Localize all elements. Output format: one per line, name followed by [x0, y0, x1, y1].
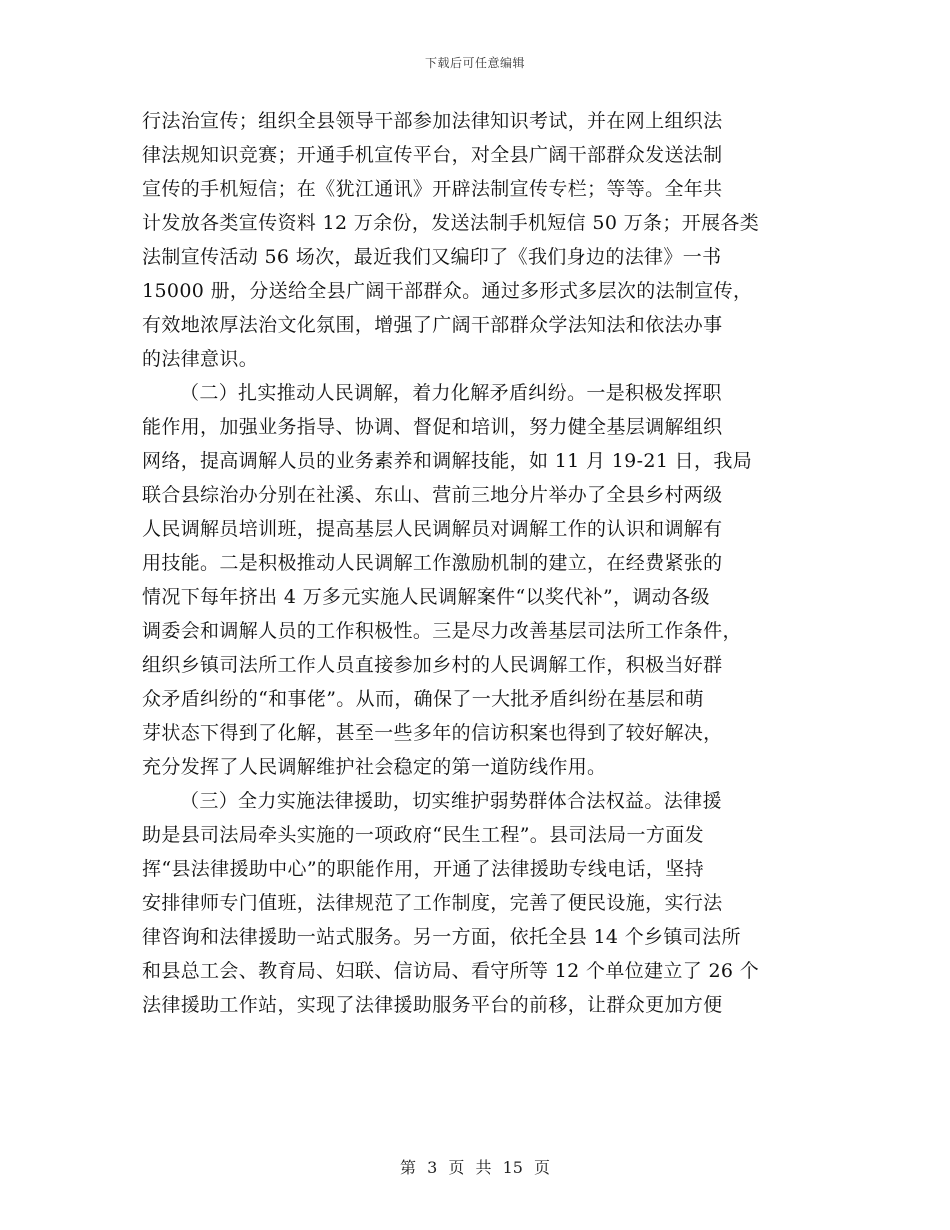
footer-total-unit: 页: [534, 1158, 551, 1177]
text-line: 宣传的手机短信；在《犹江通讯》开辟法制宣传专栏；等等。全年共: [142, 178, 723, 200]
text-line: 行法治宣传；组织全县领导干部参加法律知识考试，并在网上组织法: [142, 110, 723, 132]
text-line: 有效地浓厚法治文化氛围，增强了广阔干部群众学法知法和依法办事: [142, 314, 723, 336]
text-line: 律咨询和法律援助一站式服务。另一方面，依托全县 14 个乡镇司法所: [142, 926, 741, 948]
text-line: 人民调解员培训班，提高基层人民调解员对调解工作的认识和调解有: [142, 518, 723, 540]
footer-page-unit: 页: [448, 1158, 465, 1177]
text-line: 挥“县法律援助中心”的职能作用，开通了法律援助专线电话，坚持: [142, 858, 704, 880]
text-line: 助是县司法局牵头实施的一项政府“民生工程”。县司法局一方面发: [142, 824, 704, 846]
text-line: 芽状态下得到了化解，甚至一些多年的信访积案也得到了较好解决，: [142, 722, 723, 744]
current-page-number: 3: [427, 1158, 438, 1177]
footer-total-prefix: 共: [475, 1158, 492, 1177]
text-line: 15000 册，分送给全县广阔干部群众。通过多形式多层次的法制宣传，: [142, 280, 753, 302]
page-header-note: 下载后可任意编辑: [424, 56, 525, 70]
document-body: [142, 104, 806, 1022]
page-number-footer: [0, 1155, 950, 1178]
section-three-heading-line: （三）全力实施法律援助，切实维护弱势群体合法权益。法律援: [180, 790, 722, 812]
text-line: 律法规知识竞赛；开通手机宣传平台，对全县广阔干部群众发送法制: [142, 144, 723, 166]
text-line: 众矛盾纠纷的“和事佬”。从而，确保了一大批矛盾纠纷在基层和萌: [142, 688, 704, 710]
text-line: 联合县综治办分别在社溪、东山、营前三地分片举办了全县乡村两级: [142, 484, 723, 506]
text-line: 法制宣传活动 56 场次，最近我们又编印了《我们身边的法律》一书: [142, 246, 722, 268]
text-line: 安排律师专门值班，法律规范了工作制度，完善了便民设施，实行法: [142, 892, 723, 914]
text-line: 调委会和调解人员的工作积极性。三是尽力改善基层司法所工作条件，: [142, 620, 742, 642]
text-line: 能作用，加强业务指导、协调、督促和培训，努力健全基层调解组织: [142, 416, 723, 438]
text-line: 计发放各类宣传资料 12 万余份，发送法制手机短信 50 万条；开展各类: [142, 212, 760, 234]
footer-prefix: 第: [399, 1158, 416, 1177]
text-line: 情况下每年挤出 4 万多元实施人民调解案件“以奖代补”，调动各级: [142, 586, 710, 608]
text-line: 充分发挥了人民调解维护社会稳定的第一道防线作用。: [142, 756, 607, 778]
text-line: 组织乡镇司法所工作人员直接参加乡村的人民调解工作，积极当好群: [142, 654, 723, 676]
text-line: 网络，提高调解人员的业务素养和调解技能，如 11 月 19-21 日，我局: [142, 450, 753, 472]
text-line: 用技能。二是积极推动人民调解工作激励机制的建立，在经费紧张的: [142, 552, 723, 574]
section-two-heading-line: （二）扎实推动人民调解，着力化解矛盾纠纷。一是积极发挥职: [180, 382, 722, 404]
total-page-count: 15: [502, 1158, 523, 1177]
text-line: 法律援助工作站，实现了法律援助服务平台的前移，让群众更加方便: [142, 994, 723, 1016]
text-line: 和县总工会、教育局、妇联、信访局、看守所等 12 个单位建立了 26 个: [142, 960, 760, 982]
text-line: 的法律意识。: [142, 348, 259, 370]
